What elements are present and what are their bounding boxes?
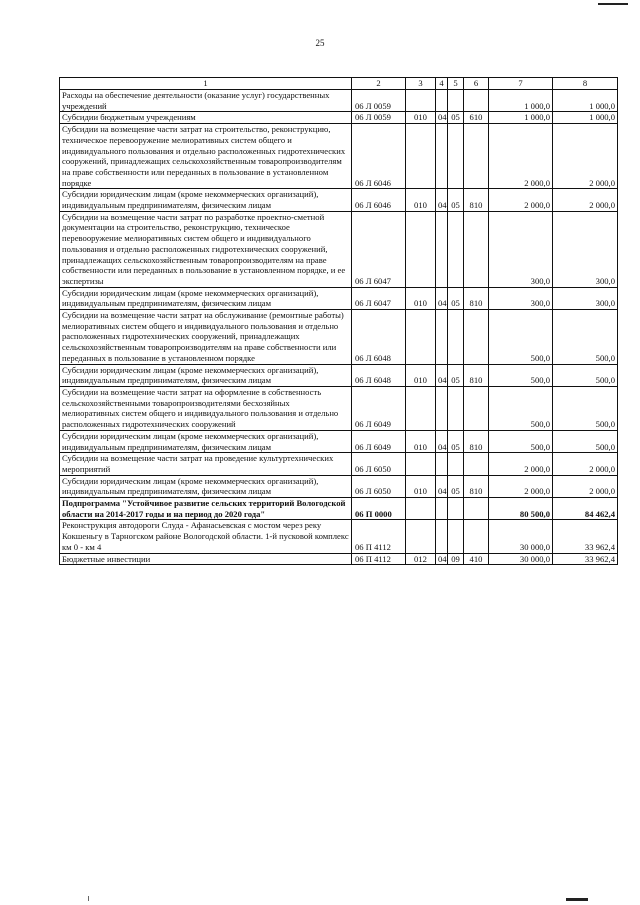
table-cell-c4: 04 xyxy=(436,112,448,124)
table-cell-code: 06 П 0000 xyxy=(352,498,406,520)
table-cell-c4: 04 xyxy=(436,364,448,386)
table-cell-c4 xyxy=(436,90,448,112)
table-cell-name: Субсидии бюджетным учреждениям xyxy=(60,112,352,124)
table-cell-c6: 810 xyxy=(464,364,489,386)
table-cell-c6 xyxy=(464,498,489,520)
page-number: 25 xyxy=(315,38,325,48)
table-cell-c6 xyxy=(464,310,489,365)
column-header: 2 xyxy=(352,78,406,90)
table-cell-name: Субсидии на возмещение части затрат на строительство, реконструкцию, техническое перевооружение мелиоративных систем общего и индивидуального пользования и отдельно расположенных гидротехнических сооружений, принадлежащих сельскохозяйственным товаропроизводителям на праве собственности или переданных в пользование в установленном порядке xyxy=(60,124,352,189)
table-cell-c3 xyxy=(406,124,436,189)
table-cell-code: 06 Л 6047 xyxy=(352,287,406,309)
table-row xyxy=(60,453,618,475)
table-cell-v7: 300,0 xyxy=(489,211,553,287)
column-header: 1 xyxy=(60,78,352,90)
table-cell-v7: 30 000,0 xyxy=(489,553,553,565)
table-cell-v8: 2 000,0 xyxy=(553,475,618,497)
table-cell-v8: 500,0 xyxy=(553,430,618,452)
table-cell-name: Субсидии юридическим лицам (кроме некоммерческих организаций), индивидуальным предпринимателям, физическим лицам xyxy=(60,189,352,211)
table-cell-v8: 33 962,4 xyxy=(553,553,618,565)
table-cell-c3: 010 xyxy=(406,287,436,309)
table-cell-code: 06 Л 6050 xyxy=(352,453,406,475)
table-row xyxy=(60,364,618,386)
table-cell-v8: 300,0 xyxy=(553,211,618,287)
table-row xyxy=(60,90,618,112)
table-cell-name: Субсидии на возмещение части затрат на обслуживание (ремонтные работы) мелиоративных систем общего и индивидуального пользования и отдельно расположенных гидротехнических сооружений, принадлежащих сельскохозяйственным товаропроизводителям на праве собственности или переданных в пользование в установленном порядке xyxy=(60,310,352,365)
table-cell-c6: 610 xyxy=(464,112,489,124)
table-cell-c4 xyxy=(436,498,448,520)
table-cell-c6 xyxy=(464,386,489,430)
column-header: 8 xyxy=(553,78,618,90)
table-cell-code: 06 Л 0059 xyxy=(352,90,406,112)
table-cell-v8: 2 000,0 xyxy=(553,124,618,189)
table-cell-c5 xyxy=(448,520,464,553)
table-cell-c6: 810 xyxy=(464,475,489,497)
table-cell-c6 xyxy=(464,211,489,287)
table-cell-name: Субсидии юридическим лицам (кроме некоммерческих организаций), индивидуальным предпринимателям, физическим лицам xyxy=(60,430,352,452)
table-cell-v7: 500,0 xyxy=(489,430,553,452)
table-cell-c6 xyxy=(464,90,489,112)
table-cell-name: Расходы на обеспечение деятельности (оказание услуг) государственных учреждений xyxy=(60,90,352,112)
table-cell-c4 xyxy=(436,211,448,287)
table-cell-code: 06 Л 6049 xyxy=(352,386,406,430)
table-cell-v8: 300,0 xyxy=(553,287,618,309)
table-cell-v7: 2 000,0 xyxy=(489,124,553,189)
table-row xyxy=(60,553,618,565)
column-header: 4 xyxy=(436,78,448,90)
table-cell-code: 06 П 4112 xyxy=(352,520,406,553)
table-cell-v7: 500,0 xyxy=(489,310,553,365)
table-cell-c4 xyxy=(436,520,448,553)
scan-mark xyxy=(88,896,89,901)
table-cell-code: 06 Л 6046 xyxy=(352,124,406,189)
table-cell-name: Субсидии на возмещение части затрат на проведение культуртехнических мероприятий xyxy=(60,453,352,475)
table-cell-c3 xyxy=(406,386,436,430)
table-cell-name: Субсидии юридическим лицам (кроме некоммерческих организаций), индивидуальным предпринимателям, физическим лицам xyxy=(60,475,352,497)
table-cell-v8: 2 000,0 xyxy=(553,189,618,211)
column-header: 3 xyxy=(406,78,436,90)
table-cell-code: 06 Л 0059 xyxy=(352,112,406,124)
table-cell-v7: 500,0 xyxy=(489,364,553,386)
table-cell-c6: 810 xyxy=(464,430,489,452)
scan-mark xyxy=(598,3,628,5)
table-cell-v7: 300,0 xyxy=(489,287,553,309)
table-cell-code: 06 Л 6046 xyxy=(352,189,406,211)
table-cell-v8: 2 000,0 xyxy=(553,453,618,475)
table-cell-v7: 1 000,0 xyxy=(489,112,553,124)
table-cell-c4: 04 xyxy=(436,189,448,211)
table-cell-c5: 05 xyxy=(448,112,464,124)
table-cell-c3 xyxy=(406,498,436,520)
table-cell-v7: 2 000,0 xyxy=(489,189,553,211)
table-cell-c5: 05 xyxy=(448,364,464,386)
table-cell-name: Реконструкция автодороги Слуда - Афанасьевская с мостом через реку Кокшеньгу в Тарногском районе Вологодской области. 1-й пусковой комплекс км 0 - км 4 xyxy=(60,520,352,553)
table-cell-c3: 010 xyxy=(406,364,436,386)
table-cell-c3 xyxy=(406,90,436,112)
table-cell-c3: 010 xyxy=(406,430,436,452)
table-row xyxy=(60,124,618,189)
table-cell-c6: 810 xyxy=(464,287,489,309)
table-cell-c5 xyxy=(448,386,464,430)
table-cell-c3 xyxy=(406,520,436,553)
table-row xyxy=(60,430,618,452)
table-cell-v7: 80 500,0 xyxy=(489,498,553,520)
table-cell-v8: 500,0 xyxy=(553,364,618,386)
table-cell-c4 xyxy=(436,386,448,430)
table-cell-v8: 500,0 xyxy=(553,386,618,430)
table-cell-code: 06 Л 6048 xyxy=(352,364,406,386)
table-cell-c4: 04 xyxy=(436,287,448,309)
table-cell-c5 xyxy=(448,124,464,189)
table-cell-v8: 84 462,4 xyxy=(553,498,618,520)
table-cell-c5 xyxy=(448,211,464,287)
table-cell-name: Субсидии на возмещение части затрат на оформление в собственность сельскохозяйственными товаропроизводителями бесхозяйных мелиоративных систем общего и индивидуального пользования и отдельно расположенных гидротехнических сооружений xyxy=(60,386,352,430)
table-cell-name: Подпрограмма "Устойчивое развитие сельских территорий Вологодской области на 2014-2017 годы и на период до 2020 года" xyxy=(60,498,352,520)
table-row xyxy=(60,520,618,553)
table-cell-c5: 09 xyxy=(448,553,464,565)
table-cell-c3: 010 xyxy=(406,112,436,124)
table-cell-c4: 04 xyxy=(436,475,448,497)
table-row xyxy=(60,112,618,124)
table-cell-c5 xyxy=(448,453,464,475)
table-cell-v8: 1 000,0 xyxy=(553,112,618,124)
scan-mark xyxy=(566,898,588,901)
table-cell-c5 xyxy=(448,498,464,520)
table-cell-code: 06 Л 6050 xyxy=(352,475,406,497)
table-cell-c6 xyxy=(464,124,489,189)
table-cell-c3 xyxy=(406,310,436,365)
table-cell-c3: 012 xyxy=(406,553,436,565)
table-cell-c5 xyxy=(448,310,464,365)
table-cell-v8: 33 962,4 xyxy=(553,520,618,553)
budget-table xyxy=(59,77,618,565)
table-cell-v7: 30 000,0 xyxy=(489,520,553,553)
table-cell-c4: 04 xyxy=(436,430,448,452)
table-cell-v8: 500,0 xyxy=(553,310,618,365)
table-cell-c5: 05 xyxy=(448,475,464,497)
column-header: 7 xyxy=(489,78,553,90)
table-cell-c4 xyxy=(436,124,448,189)
table-cell-name: Субсидии юридическим лицам (кроме некоммерческих организаций), индивидуальным предпринимателям, физическим лицам xyxy=(60,287,352,309)
table-row xyxy=(60,498,618,520)
table-cell-c4 xyxy=(436,310,448,365)
table-row xyxy=(60,386,618,430)
table-row xyxy=(60,189,618,211)
table-cell-c3 xyxy=(406,453,436,475)
table-cell-c5: 05 xyxy=(448,430,464,452)
column-header: 5 xyxy=(448,78,464,90)
table-cell-code: 06 П 4112 xyxy=(352,553,406,565)
table-row xyxy=(60,287,618,309)
table-cell-c4 xyxy=(436,453,448,475)
table-cell-v7: 2 000,0 xyxy=(489,453,553,475)
table-cell-code: 06 Л 6049 xyxy=(352,430,406,452)
table-cell-c5 xyxy=(448,90,464,112)
table-cell-c6: 810 xyxy=(464,189,489,211)
table-cell-name: Бюджетные инвестиции xyxy=(60,553,352,565)
table-cell-c3: 010 xyxy=(406,475,436,497)
table-cell-v7: 1 000,0 xyxy=(489,90,553,112)
column-header: 6 xyxy=(464,78,489,90)
table-cell-c5: 05 xyxy=(448,189,464,211)
table-cell-name: Субсидии юридическим лицам (кроме некоммерческих организаций), индивидуальным предпринимателям, физическим лицам xyxy=(60,364,352,386)
table-cell-c4: 04 xyxy=(436,553,448,565)
table-cell-v8: 1 000,0 xyxy=(553,90,618,112)
table-cell-c6 xyxy=(464,520,489,553)
table-header-row xyxy=(60,78,618,90)
table-cell-c3: 010 xyxy=(406,189,436,211)
table-cell-code: 06 Л 6047 xyxy=(352,211,406,287)
table-row xyxy=(60,310,618,365)
table-body xyxy=(60,78,618,565)
table-cell-code: 06 Л 6048 xyxy=(352,310,406,365)
table-row xyxy=(60,475,618,497)
table-cell-c6 xyxy=(464,453,489,475)
table-cell-name: Субсидии на возмещение части затрат по разработке проектно-сметной документации на строительство, реконструкцию, техническое перевооружение мелиоративных систем общего и индивидуального пользования и отдельно расположенных гидротехнических сооружений, принадлежащих сельскохозяйственным товаропроизводителям на праве собственности или переданных в пользование в установленном порядке, и ее экспертизы xyxy=(60,211,352,287)
table-cell-c5: 05 xyxy=(448,287,464,309)
table-cell-c3 xyxy=(406,211,436,287)
table-cell-v7: 2 000,0 xyxy=(489,475,553,497)
table-row xyxy=(60,211,618,287)
table-cell-v7: 500,0 xyxy=(489,386,553,430)
table-cell-c6: 410 xyxy=(464,553,489,565)
